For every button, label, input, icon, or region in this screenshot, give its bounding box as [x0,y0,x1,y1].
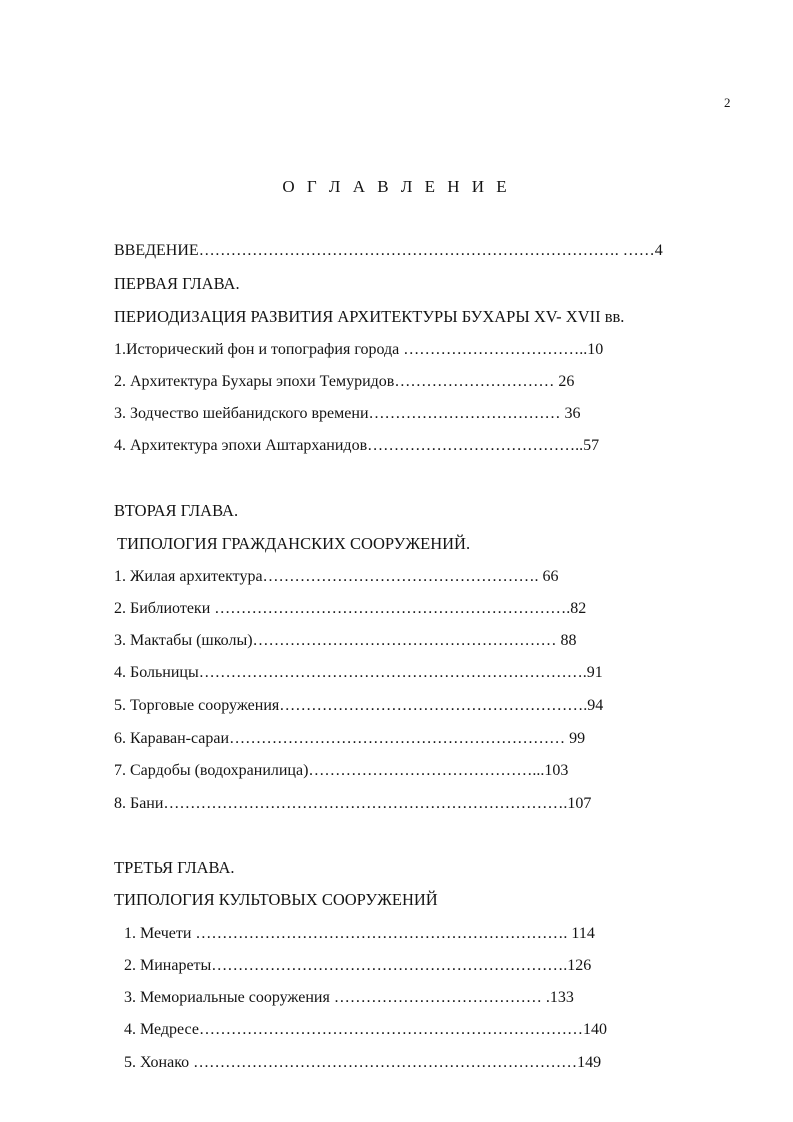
chapter-2-title: ТИПОЛОГИЯ ГРАЖДАНСКИХ СООРУЖЕНИЙ. [117,534,471,553]
toc-entry: 3. Мактабы (школы)………………………………………………… 88 [114,632,577,649]
chapter-2-label: ВТОРАЯ ГЛАВА. [114,501,239,520]
chapter-1-label: ПЕРВАЯ ГЛАВА. [114,274,240,293]
chapter-1-title: ПЕРИОДИЗАЦИЯ РАЗВИТИЯ АРХИТЕКТУРЫ БУХАРЫ XV- XVII вв. [114,307,625,326]
toc-entry: 7. Сардобы (водохранилица)……………………………………...103 [114,762,569,779]
toc-entry: 2. Минареты………………………………………………………….126 [124,957,592,974]
toc-entry: 1. Мечети ……………………………………………………………. 114 [124,925,595,942]
toc-entry: 4. Больницы……………………………………………………………….91 [114,664,603,681]
page-number: 2 [724,95,731,110]
toc-entry: 2. Архитектура Бухары эпохи Темуридов………………………… 26 [114,373,575,390]
toc-entry: 1.Исторический фон и топография города ……………………………..10 [114,341,604,358]
chapter-3-label: ТРЕТЬЯ ГЛАВА. [114,858,235,877]
chapter-3-title: ТИПОЛОГИЯ КУЛЬТОВЫХ СООРУЖЕНИЙ [114,890,438,909]
toc-entry: 4. Архитектура эпохи Аштарханидов…………………………………..57 [114,437,600,454]
toc-entry: 8. Бани………………………………………………………………….107 [114,795,592,812]
toc-entry: 3. Зодчество шейбанидского времени……………………………… 36 [114,405,581,422]
toc-entry: 5. Торговые сооружения………………………………………………….94 [114,697,604,714]
toc-entry: 4. Медресе………………………………………………………………140 [124,1021,607,1038]
toc-entry: 1. Жилая архитектура……………………………………………. 66 [114,568,559,585]
toc-entry: 6. Караван-сараи……………………………………………………… 99 [114,730,586,747]
toc-entry-intro: ВВЕДЕНИЕ……………………………………………………………………. ……4 [114,242,663,259]
page-title: О Г Л А В Л Е Н И Е [282,177,511,196]
toc-entry: 2. Библиотеки ………………………………………………………….82 [114,600,587,617]
toc-entry: 5. Хонако ………………………………………………………………149 [124,1054,602,1071]
toc-entry: 3. Мемориальные сооружения ………………………………… .133 [124,989,574,1006]
